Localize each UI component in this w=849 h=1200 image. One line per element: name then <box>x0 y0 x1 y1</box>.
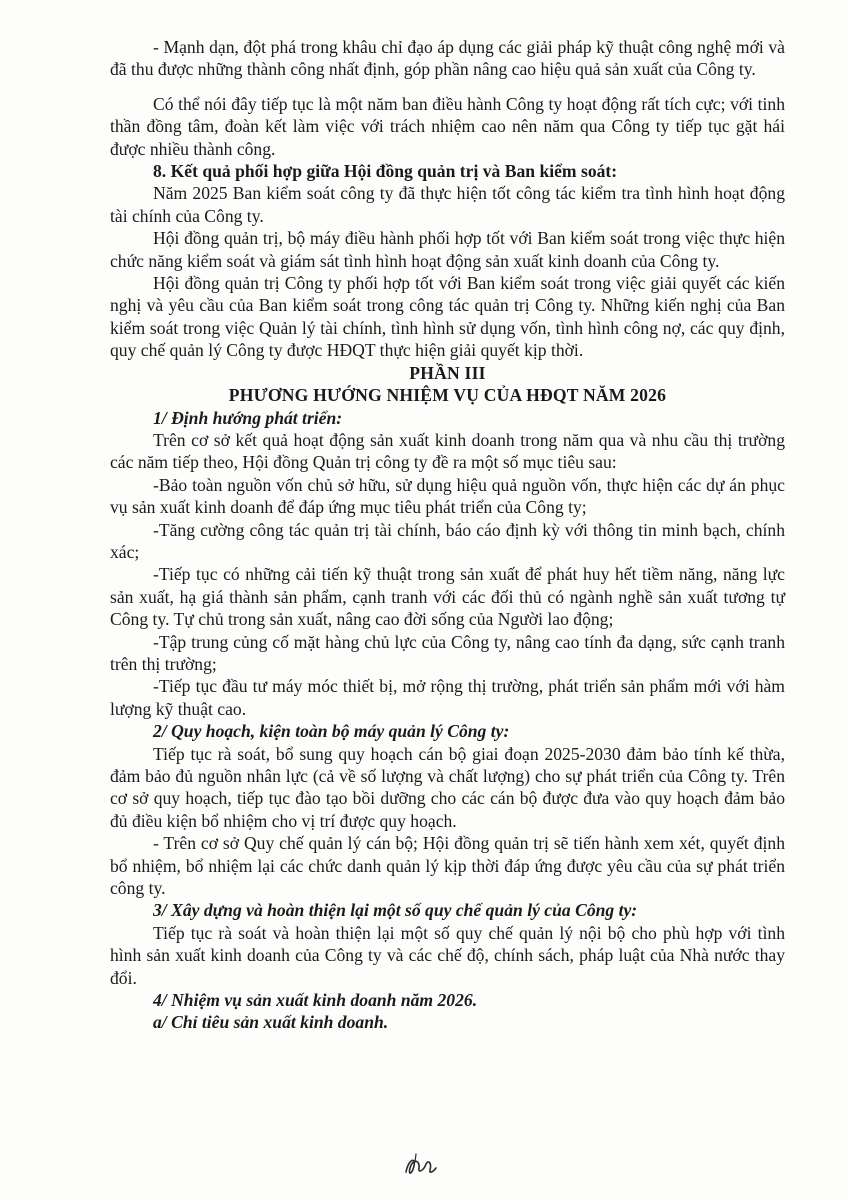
section-4a-subheading: a/ Chỉ tiêu sản xuất kinh doanh. <box>153 1012 389 1033</box>
section-2-heading: 2/ Quy hoạch, kiện toàn bộ máy quản lý Công ty: <box>153 721 510 742</box>
section-1-paragraph: Trên cơ sở kết quả hoạt động sản xuất kinh doanh trong năm qua và nhu cầu thị trường các năm tiếp theo, Hội đồng Quản trị công ty đề ra một số mục tiêu sau: <box>110 429 785 473</box>
intro-paragraph: - Mạnh dạn, đột phá trong khâu chỉ đạo áp dụng các giải pháp kỹ thuật công nghệ mới và đã thu được những thành công nhất định, góp phần nâng cao hiệu quả sản xuất của Công ty. <box>110 37 785 80</box>
section-1-bullet: -Tiếp tục đầu tư máy móc thiết bị, mở rộng thị trường, phát triển sản phẩm mới với hàm lượng kỹ thuật cao. <box>110 676 785 719</box>
section-8-paragraph: Hội đồng quản trị Công ty phối hợp tốt với Ban kiểm soát trong việc giải quyết các kiến nghị và yêu cầu của Ban kiểm soát trong công tác quản trị Công ty. Những kiến nghị của Ban kiểm soát trong việc Quản lý tài chính, tình hình sử dụng vốn, tình hình công nợ, các quy định, quy chế quản lý Công ty được HĐQT thực hiện giải quyết kịp thời. <box>110 273 785 361</box>
section-1-bullet: -Tiếp tục có những cải tiến kỹ thuật trong sản xuất để phát huy hết tiềm năng, năng lực sản xuất, hạ giá thành sản phẩm, cạnh tranh với các đối thủ có ngành nghề sản xuất tương tự Công ty. Tự chủ trong sản xuất, nâng cao đời sống của Người lao động; <box>110 564 785 630</box>
initial-signature <box>402 1150 438 1180</box>
part-3-title: PHẦN III <box>409 362 486 383</box>
summary-paragraph: Có thể nói đây tiếp tục là một năm ban điều hành Công ty hoạt động rất tích cực; với tinh thần đồng tâm, đoàn kết làm việc với trách nhiệm cao nên năm qua Công ty tiếp tục gặt hái được nhiều thành công. <box>110 93 785 159</box>
section-1-heading: 1/ Định hướng phát triển: <box>153 407 343 428</box>
document-body <box>110 36 785 1034</box>
section-1-bullet: -Bảo toàn nguồn vốn chủ sở hữu, sử dụng hiệu quả nguồn vốn, thực hiện các dự án phục vụ sản xuất kinh doanh để đáp ứng mục tiêu phát triển của Công ty; <box>110 474 785 518</box>
section-1-bullet: -Tập trung củng cố mặt hàng chủ lực của Công ty, nâng cao tính đa dạng, sức cạnh tranh trên thị trường; <box>110 631 785 674</box>
section-3-heading: 3/ Xây dựng và hoàn thiện lại một số quy chế quản lý của Công ty: <box>153 900 638 921</box>
section-2-paragraph: Tiếp tục rà soát, bổ sung quy hoạch cán bộ giai đoạn 2025-2030 đảm bảo tính kế thừa, đảm bảo đủ nguồn nhân lực (cả về số lượng và chất lượng) cho sự phát triển của Công ty. Trên cơ sở quy hoạch, tiếp tục đào tạo bồi dưỡng cho các cán bộ được đưa vào quy hoạch đảm bảo đủ điều kiện bổ nhiệm cho vị trí được quy hoạch. <box>110 743 785 831</box>
section-8-paragraph: Năm 2025 Ban kiểm soát công ty đã thực hiện tốt công tác kiểm tra tình hình hoạt động tài chính của Công ty. <box>110 183 785 226</box>
section-8-paragraph: Hội đồng quản trị, bộ máy điều hành phối hợp tốt với Ban kiểm soát trong việc thực hiện chức năng kiểm soát và giám sát tình hình hoạt động sản xuất kinh doanh của Công ty. <box>110 228 785 271</box>
section-8-heading: 8. Kết quả phối hợp giữa Hội đồng quản trị và Ban kiểm soát: <box>153 161 618 182</box>
section-1-bullet: -Tăng cường công tác quản trị tài chính, báo cáo định kỳ với thông tin minh bạch, chính xác; <box>110 519 785 562</box>
section-4-heading: 4/ Nhiệm vụ sản xuất kinh doanh năm 2026. <box>153 990 478 1011</box>
part-3-subtitle: PHƯƠNG HƯỚNG NHIỆM VỤ CỦA HĐQT NĂM 2026 <box>228 385 667 406</box>
section-3-paragraph: Tiếp tục rà soát và hoàn thiện lại một số quy chế quản lý nội bộ cho phù hợp với tình hình sản xuất kinh doanh của Công ty và các chế độ, chính sách, pháp luật của Nhà nước thay đổi. <box>110 922 785 988</box>
section-2-paragraph: - Trên cơ sở Quy chế quản lý cán bộ; Hội đồng quản trị sẽ tiến hành xem xét, quyết định bổ nhiệm, bổ nhiệm lại các chức danh quản lý kịp thời đáp ứng được yêu cầu của sự phát triển công ty. <box>110 833 785 899</box>
